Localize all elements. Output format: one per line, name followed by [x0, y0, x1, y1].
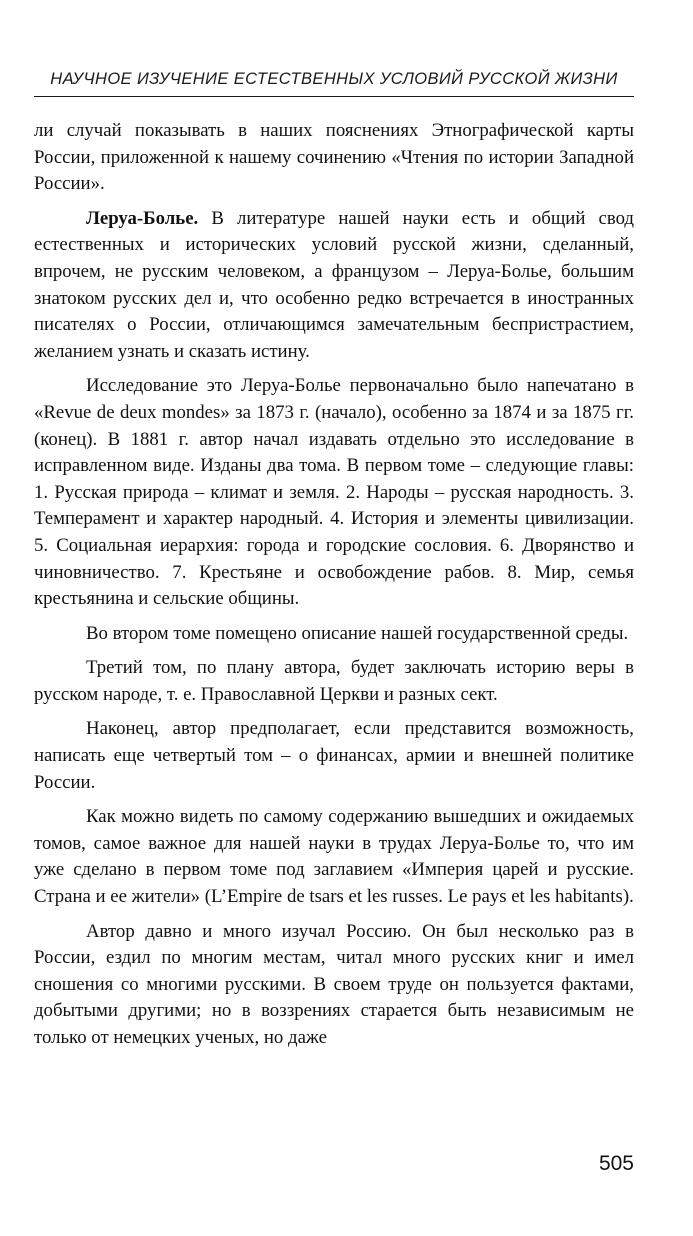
paragraph-fourth-volume: Наконец, автор предполагает, если представится возможность, написать еще четвертый том – о финансах, армии и внешней политике России.	[34, 718, 634, 793]
paragraph-second-volume: Во втором томе помещено описание нашей государственной среды.	[86, 622, 629, 644]
page-body	[34, 118, 634, 1060]
running-header: НАУЧНОЕ ИЗУЧЕНИЕ ЕСТЕСТВЕННЫХ УСЛОВИЙ РУССКОЙ ЖИЗНИ	[50, 70, 618, 88]
paragraph-heading: Леруа-Болье.	[86, 207, 199, 229]
paragraph-importance: Как можно видеть по самому содержанию вышедших и ожидаемых томов, самое важное для нашей науки в трудах Леруа-Болье то, что им уже сделано в первом томе под заглавием «Империя царей и русские. Страна и ее жители» (L’Empire de tsars et les russes. Le pays et les habitants).	[34, 806, 634, 908]
paragraph-continuation: ли случай показывать в наших пояснениях Этнографической карты России, приложенной к нашему сочинению «Чтения по истории Западной России».	[34, 120, 634, 195]
paragraph-third-volume: Третий том, по плану автора, будет заключать историю веры в русском народе, т. е. Православной Церкви и разных сект.	[34, 657, 634, 705]
page-number: 505	[598, 1152, 634, 1175]
header-rule	[34, 96, 634, 97]
paragraph-publication: Исследование это Леруа-Болье первоначально было напечатано в «Revue de deux mondes» за 1873 г. (начало), особенно за 1874 и за 1875 гг. (конец). В 1881 г. автор начал издавать отдельно это исследование в исправленном виде. Изданы два тома. В первом томе – следующие главы: 1. Русская природа – климат и земля. 2. Народы – русская народность. 3. Темперамент и характер народный. 4. История и элементы цивилизации. 5. Социальная иерархия: города и городские сословия. 6. Дворянство и чиновничество. 7. Крестьяне и освобождение рабов. 8. Мир, семья крестьянина и сельские общины.	[34, 375, 634, 610]
paragraph-author-study: Автор давно и много изучал Россию. Он был несколько раз в России, ездил по многим местам, читал много русских книг и имел сношения со многими русскими. В своем труде он пользуется фактами, добытыми другими; но в воззрениях старается быть независимым не только от немецких ученых, но даже	[34, 920, 634, 1048]
paragraph-leroy-beaulieu	[34, 206, 634, 366]
paragraph-text: В литературе нашей науки есть и общий свод естественных и исторических условий русской жизни, сделанный, впрочем, не русским человеком, а французом – Леруа-Болье, большим знатоком русских дел и, что особенно редко встречается в иностранных писателях о России, отличающимся замечательным беспристрастием, желанием узнать и сказать истину.	[34, 207, 634, 362]
